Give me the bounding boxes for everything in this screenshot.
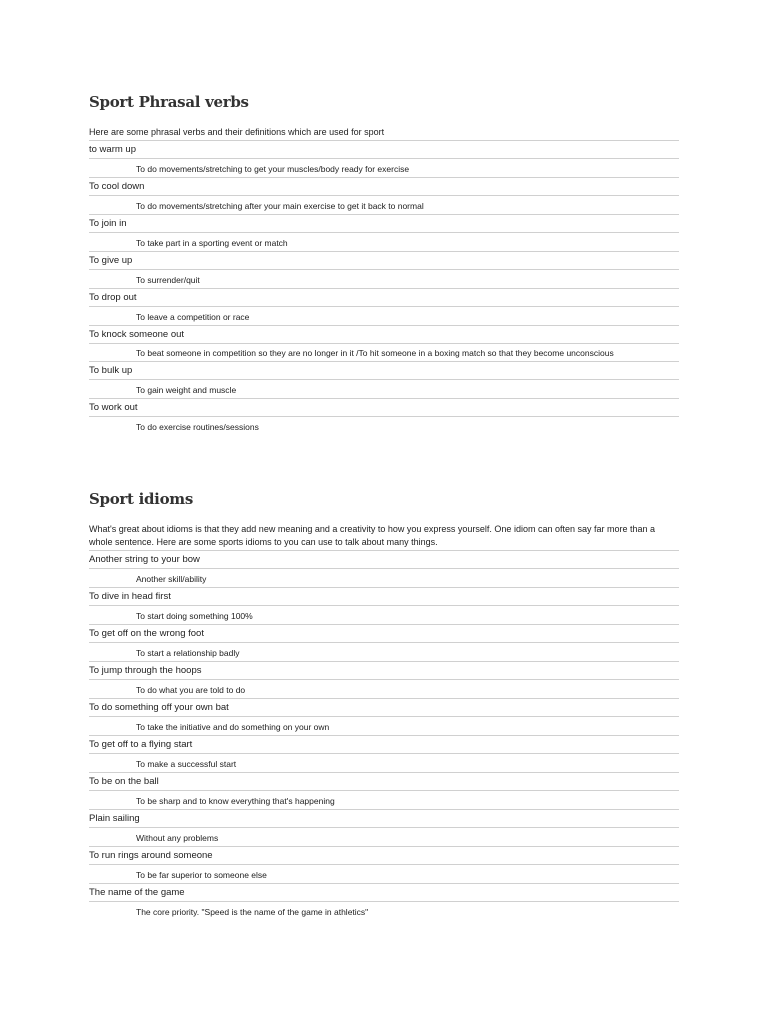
phrasal-verb-definition: To take part in a sporting event or match: [89, 233, 679, 252]
phrasal-verb-definition: To beat someone in competition so they are no longer in it /To hit someone in a boxing match so that they become unconscious: [89, 344, 679, 362]
idiom-definition: To make a successful start: [89, 754, 679, 773]
sport-idioms-title: Sport idioms: [89, 490, 193, 508]
idiom-entry: [89, 847, 679, 884]
phrasal-verb-definition: To do movements/stretching to get your muscles/body ready for exercise: [89, 159, 679, 178]
phrasal-verb-entry: [89, 141, 679, 178]
idiom-entry: [89, 773, 679, 810]
phrasal-verb-definition: To do movements/stretching after your main exercise to get it back to normal: [89, 196, 679, 215]
sport-idioms-intro: What's great about idioms is that they add new meaning and a creativity to how you express yourself. One idiom can often say far more than a whole sentence. Here are some sports idioms to you can use to talk about many things.: [89, 523, 679, 551]
sport-idioms-section: [89, 489, 679, 920]
phrasal-verb-term: To drop out: [89, 289, 679, 307]
idiom-definition: To do what you are told to do: [89, 680, 679, 699]
idiom-entry: [89, 736, 679, 773]
phrasal-verb-definition: To gain weight and muscle: [89, 380, 679, 399]
idiom-term: Plain sailing: [89, 810, 679, 828]
idiom-definition: To start a relationship badly: [89, 643, 679, 662]
phrasal-verb-entry: [89, 178, 679, 215]
idiom-entry: [89, 625, 679, 662]
idiom-entry: [89, 810, 679, 847]
idiom-term: To do something off your own bat: [89, 699, 679, 717]
phrasal-verbs-section: [89, 92, 679, 435]
phrasal-verbs-list: [89, 141, 679, 435]
phrasal-verbs-title: Sport Phrasal verbs: [89, 93, 249, 111]
idiom-term: To dive in head first: [89, 588, 679, 606]
phrasal-verb-term: To give up: [89, 252, 679, 270]
phrasal-verb-definition: To do exercise routines/sessions: [136, 422, 259, 432]
phrasal-verb-definition: To leave a competition or race: [89, 307, 679, 326]
phrasal-verb-term: To join in: [89, 215, 679, 233]
idiom-entry: [89, 699, 679, 736]
idiom-definition: Another skill/ability: [89, 569, 679, 588]
idiom-definition: To be far superior to someone else: [89, 865, 679, 884]
idiom-term: To jump through the hoops: [89, 662, 679, 680]
idiom-term: To get off to a flying start: [89, 736, 679, 754]
idiom-term: The name of the game: [89, 884, 679, 902]
phrasal-verbs-intro: Here are some phrasal verbs and their definitions which are used for sport: [89, 126, 679, 141]
idiom-term: To be on the ball: [89, 773, 679, 791]
phrasal-verb-term: To work out: [89, 399, 679, 417]
phrasal-verb-entry: [89, 399, 679, 435]
idiom-term: Another string to your bow: [89, 551, 679, 569]
phrasal-verb-term: to warm up: [89, 141, 679, 159]
phrasal-verb-definition: To surrender/quit: [89, 270, 679, 289]
phrasal-verb-term: To knock someone out: [89, 326, 679, 344]
idiom-definition: The core priority. "Speed is the name of the game in athletics": [136, 907, 369, 917]
idiom-definition: To start doing something 100%: [89, 606, 679, 625]
idiom-term: To get off on the wrong foot: [89, 625, 679, 643]
idiom-entry: [89, 662, 679, 699]
phrasal-verb-term: To cool down: [89, 178, 679, 196]
phrasal-verb-entry: [89, 289, 679, 326]
idiom-definition: Without any problems: [89, 828, 679, 847]
phrasal-verb-term: To bulk up: [89, 362, 679, 380]
idiom-entry: [89, 884, 679, 920]
phrasal-verb-entry: [89, 252, 679, 289]
phrasal-verb-entry: [89, 326, 679, 362]
phrasal-verb-entry: [89, 215, 679, 252]
idiom-definition: To be sharp and to know everything that's happening: [89, 791, 679, 810]
sport-idioms-list: [89, 551, 679, 920]
phrasal-verb-entry: [89, 362, 679, 399]
idiom-entry: [89, 551, 679, 588]
idiom-term: To run rings around someone: [89, 847, 679, 865]
idiom-entry: [89, 588, 679, 625]
idiom-definition: To take the initiative and do something on your own: [89, 717, 679, 736]
